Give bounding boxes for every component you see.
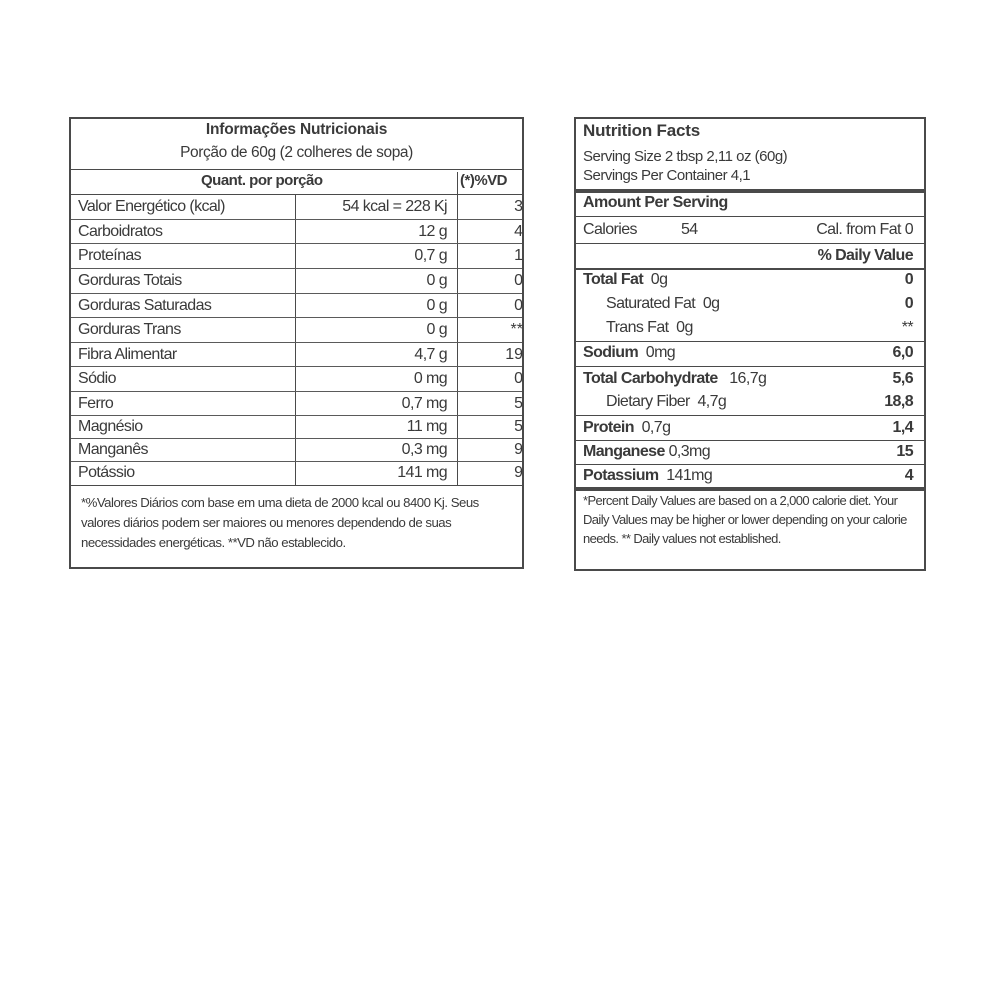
en-nutrient-amount: 0g [676, 319, 693, 336]
pt-nutrient-name: Gorduras Saturadas [78, 297, 212, 314]
pt-nutrient-vd: 9 [514, 464, 523, 481]
pt-nutrient-qty: 0 mg [413, 370, 447, 387]
pt-nutrient-name: Ferro [78, 395, 114, 412]
en-nutrient-pct: 0 [904, 271, 913, 288]
table-row [71, 195, 522, 219]
table-row [71, 392, 522, 416]
pt-nutrient-name: Valor Energético (kcal) [78, 198, 225, 215]
pt-nutrient-name: Magnésio [78, 418, 143, 435]
en-nutrient-label: Total Carbohydrate [583, 370, 718, 387]
pt-nutrient-name: Fibra Alimentar [78, 346, 177, 363]
pt-footnote: *%Valores Diários com base em uma dieta de 2000 kcal ou 8400 Kj. Seus valores diários podem ser maiores ou menores dependendo de suas necessidades energéticas. **VD não establecido. [81, 495, 479, 550]
en-nutrition-facts [574, 117, 926, 571]
pt-nutrient-vd: 5 [514, 418, 523, 435]
table-row [71, 438, 522, 462]
en-nutrient-label: Total Fat [583, 271, 644, 288]
en-nutrient-amount: 0g [650, 271, 668, 288]
en-daily-value-header: % Daily Value [817, 247, 913, 264]
pt-nutrient-qty: 54 kcal = 228 Kj [342, 198, 447, 215]
en-nutrient-amount: 4,7g [697, 393, 727, 410]
pt-nutrient-name: Gorduras Trans [78, 321, 181, 338]
en-nutrient-amount: 0mg [645, 344, 676, 361]
en-nutrient-pct: 0 [904, 295, 913, 312]
table-row [71, 461, 522, 485]
en-nutrient-pct: ** [901, 319, 913, 336]
pt-nutrient-vd: 3 [514, 198, 523, 215]
en-nutrient-label: Potassium [583, 467, 659, 484]
en-nutrient-label: Dietary Fiber [606, 393, 690, 410]
pt-nutrient-vd: 0 [514, 370, 523, 387]
pt-nutrient-vd: 1 [514, 247, 523, 264]
pt-title: Informações Nutricionais [205, 121, 388, 138]
pt-nutrient-name: Sódio [78, 370, 116, 387]
pt-nutrient-vd: 4 [514, 223, 523, 240]
en-cal-from-fat: Cal. from Fat 0 [816, 221, 913, 238]
table-row [71, 244, 522, 268]
table-row [71, 269, 522, 293]
pt-nutrient-name: Manganês [78, 441, 148, 458]
en-nutrient-amount: 0g [702, 295, 720, 312]
en-title: Nutrition Facts [583, 121, 700, 140]
pt-nutrient-name: Carboidratos [78, 223, 163, 240]
pt-header-qty: Quant. por porção [201, 172, 323, 189]
en-nutrient-pct: 6,0 [892, 344, 913, 361]
en-serving-size: Serving Size 2 tbsp 2,11 oz (60g) [583, 148, 788, 165]
en-nutrient-amount: 0,3mg [668, 443, 711, 460]
pt-nutrient-vd: 5 [514, 395, 523, 412]
table-row [71, 220, 522, 244]
en-calories-value: 54 [681, 221, 698, 238]
table-row [71, 318, 522, 342]
pt-nutrient-vd: ** [510, 321, 523, 338]
en-nutrient-pct: 1,4 [892, 419, 913, 436]
pt-nutrient-vd: 0 [514, 272, 523, 289]
pt-nutrient-qty: 0 g [426, 297, 447, 314]
en-nutrient-label: Manganese [583, 443, 665, 460]
pt-nutrient-qty: 12 g [418, 223, 447, 240]
table-row [71, 415, 522, 439]
en-servings-per-container: Servings Per Container 4,1 [583, 167, 751, 184]
en-nutrient-pct: 15 [896, 443, 913, 460]
pt-nutrient-vd: 9 [514, 441, 523, 458]
en-nutrient-pct: 4 [904, 467, 913, 484]
en-nutrient-amount: 141mg [666, 467, 713, 484]
pt-nutrient-qty: 0,3 mg [401, 441, 447, 458]
pt-portion: Porção de 60g (2 colheres de sopa) [180, 144, 413, 161]
pt-nutrition-table [69, 117, 524, 569]
pt-header-vd: (*)%VD [460, 172, 508, 189]
table-row [71, 367, 522, 391]
en-nutrient-amount: 16,7g [729, 370, 767, 387]
pt-divider [71, 485, 522, 486]
table-row [71, 294, 522, 318]
pt-nutrient-vd: 19 [505, 346, 523, 363]
pt-nutrient-name: Proteínas [78, 247, 142, 264]
en-nutrient-label: Protein [583, 419, 634, 436]
en-nutrient-label: Trans Fat [606, 319, 669, 336]
en-nutrient-pct: 18,8 [884, 393, 913, 410]
en-amount-per-serving: Amount Per Serving [583, 194, 728, 211]
pt-nutrient-qty: 0,7 g [414, 247, 447, 264]
en-nutrient-label: Saturated Fat [606, 295, 696, 312]
pt-nutrient-qty: 11 mg [406, 418, 447, 435]
pt-nutrient-qty: 4,7 g [414, 346, 447, 363]
pt-nutrient-qty: 0 g [426, 321, 447, 338]
pt-nutrient-vd: 0 [514, 297, 523, 314]
pt-nutrient-qty: 0,7 mg [401, 395, 447, 412]
table-row [71, 343, 522, 367]
pt-nutrient-qty: 0 g [426, 272, 447, 289]
en-nutrient-label: Sodium [583, 344, 639, 361]
en-nutrient-amount: 0,7g [641, 419, 671, 436]
pt-divider [71, 169, 522, 170]
en-calories-label: Calories [583, 221, 637, 238]
en-footnote: *Percent Daily Values are based on a 2,000 calorie diet. Your Daily Values may be higher or lower depending on your calorie needs. ** Daily values not established. [583, 493, 907, 546]
en-nutrient-pct: 5,6 [892, 370, 913, 387]
pt-nutrient-name: Potássio [78, 464, 135, 481]
pt-nutrient-qty: 141 mg [397, 464, 447, 481]
pt-nutrient-name: Gorduras Totais [78, 272, 182, 289]
